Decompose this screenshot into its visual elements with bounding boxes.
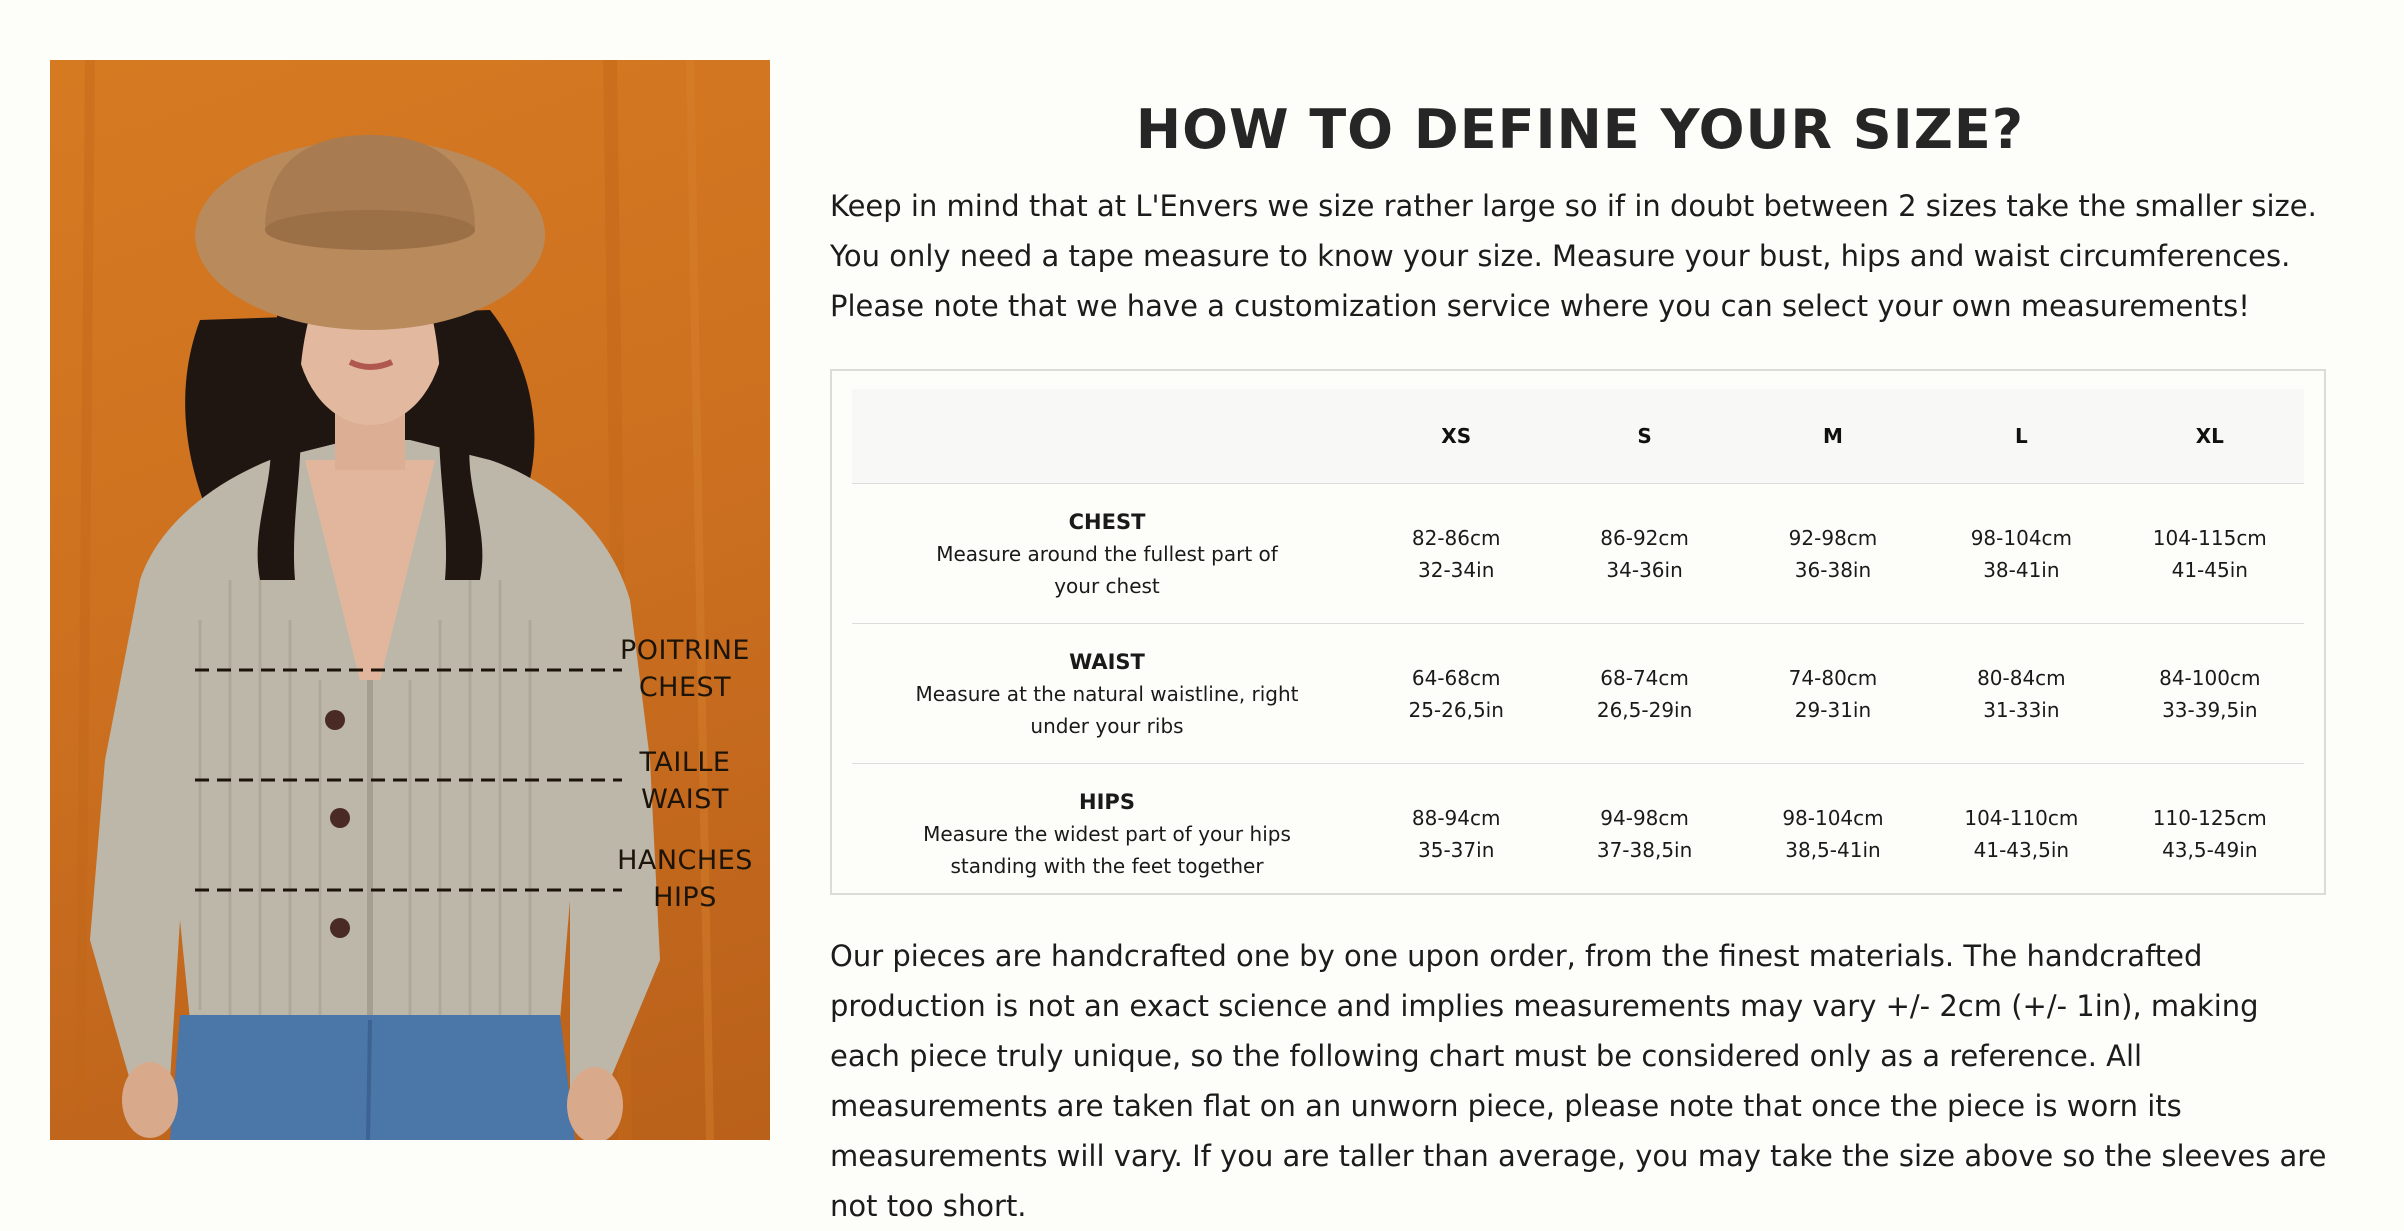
button-3 — [330, 918, 350, 938]
chest-label-en: CHEST — [638, 672, 732, 703]
measure-description: Measure the widest part of your hips standing with the feet together — [923, 821, 1291, 878]
hips-label — [610, 842, 760, 916]
value-cm: 88-94cm — [1411, 805, 1501, 830]
value-in: 37-38,5in — [1596, 837, 1693, 862]
size-cell — [1550, 764, 1738, 904]
value-in: 29-31in — [1794, 697, 1872, 722]
value-in: 35-37in — [1418, 837, 1495, 862]
size-cell — [1739, 764, 1927, 904]
disclaimer-paragraph: Our pieces are handcrafted one by one upon order, from the finest materials. The handcrafted production is not an exact science and implies measurements may vary +/- 2cm (+/- 1in), making each piece truly unique, so the following chart must be considered only as a reference. All measurements are taken flat on an unworn piece, please note that once the piece is worn its measurements will vary. If you are taller than average, you may take the size above so the sleeves are not too short. — [830, 939, 2327, 1223]
size-cell — [1362, 484, 1550, 624]
header-s: S — [1550, 389, 1738, 484]
measure-cell — [852, 624, 1362, 764]
value-cm: 80-84cm — [1977, 665, 2066, 690]
value-cm: 104-110cm — [1964, 805, 2079, 830]
value-in: 25-26,5in — [1408, 697, 1504, 722]
size-cell — [1362, 624, 1550, 764]
value-cm: 94-98cm — [1600, 805, 1689, 830]
right-hand — [567, 1067, 623, 1140]
header-measure — [852, 389, 1362, 484]
page-title: HOW TO DEFINE YOUR SIZE? — [1135, 98, 2025, 161]
size-cell — [1362, 764, 1550, 904]
value-cm: 98-104cm — [1970, 525, 2073, 550]
value-cm: 104-115cm — [2152, 525, 2267, 550]
value-cm: 86-92cm — [1600, 525, 1689, 550]
value-in: 36-38in — [1794, 557, 1872, 582]
intro-paragraph: Keep in mind that at L'Envers we size rather large so if in doubt between 2 sizes take the smaller size. You only need a tape measure to know your size. Measure your bust, hips and waist circumferences. Please note that we have a customization service where you can select your own measurements! — [830, 189, 2317, 323]
value-in: 34-36in — [1606, 557, 1683, 582]
header-l: L — [1927, 389, 2115, 484]
size-cell — [1550, 624, 1738, 764]
header-m: M — [1739, 389, 1927, 484]
measure-cell — [852, 764, 1362, 904]
model-photo — [50, 60, 770, 1140]
hips-label-en: HIPS — [653, 882, 717, 913]
header-xl: XL — [2116, 389, 2304, 484]
value-cm: 84-100cm — [2159, 665, 2261, 690]
measure-name: CHEST — [1068, 509, 1146, 534]
size-guide-content — [830, 60, 2330, 1231]
value-in: 38,5-41in — [1785, 837, 1881, 862]
value-in: 32-34in — [1418, 557, 1495, 582]
header-xs: XS — [1362, 389, 1550, 484]
model-illustration — [50, 60, 770, 1140]
value-cm: 82-86cm — [1411, 525, 1501, 550]
table-row-hips — [852, 764, 2304, 904]
left-hand — [122, 1062, 178, 1138]
size-cell — [1739, 484, 1927, 624]
waist-label-fr: TAILLE — [639, 747, 731, 778]
measure-name: WAIST — [1069, 649, 1145, 674]
chest-label — [610, 632, 760, 706]
value-cm: 68-74cm — [1600, 665, 1689, 690]
size-cell — [1927, 764, 2115, 904]
measure-cell — [852, 484, 1362, 624]
value-in: 33-39,5in — [2162, 697, 2258, 722]
size-table — [852, 389, 2304, 903]
size-cell — [1739, 624, 1927, 764]
button-2 — [330, 808, 350, 828]
value-cm: 110-125cm — [2152, 805, 2267, 830]
size-cell — [2116, 624, 2304, 764]
value-cm: 98-104cm — [1782, 805, 1884, 830]
chest-label-fr: POITRINE — [620, 635, 750, 666]
value-in: 41-43,5in — [1973, 837, 2070, 862]
value-in: 26,5-29in — [1596, 697, 1693, 722]
value-in: 38-41in — [1983, 557, 2060, 582]
waist-label-en: WAIST — [641, 784, 729, 815]
size-cell — [2116, 484, 2304, 624]
jeans — [170, 1015, 575, 1140]
size-table-header-row — [852, 389, 2304, 484]
value-cm: 64-68cm — [1411, 665, 1501, 690]
table-row-chest — [852, 484, 2304, 624]
value-cm: 92-98cm — [1788, 525, 1878, 550]
waist-label — [610, 744, 760, 818]
size-cell — [1927, 624, 2115, 764]
size-cell — [1927, 484, 2115, 624]
value-in: 41-45in — [2171, 557, 2248, 582]
measure-name: HIPS — [1079, 789, 1135, 814]
value-in: 43,5-49in — [2162, 837, 2258, 862]
size-cell — [1550, 484, 1738, 624]
button-1 — [325, 710, 345, 730]
measure-description: Measure at the natural waistline, right under your ribs — [915, 681, 1299, 738]
value-in: 31-33in — [1983, 697, 2060, 722]
size-cell — [2116, 764, 2304, 904]
size-table-container — [830, 369, 2326, 895]
hips-label-fr: HANCHES — [617, 845, 753, 876]
measure-description: Measure around the fullest part of your chest — [936, 541, 1278, 598]
value-cm: 74-80cm — [1788, 665, 1878, 690]
table-row-waist — [852, 624, 2304, 764]
